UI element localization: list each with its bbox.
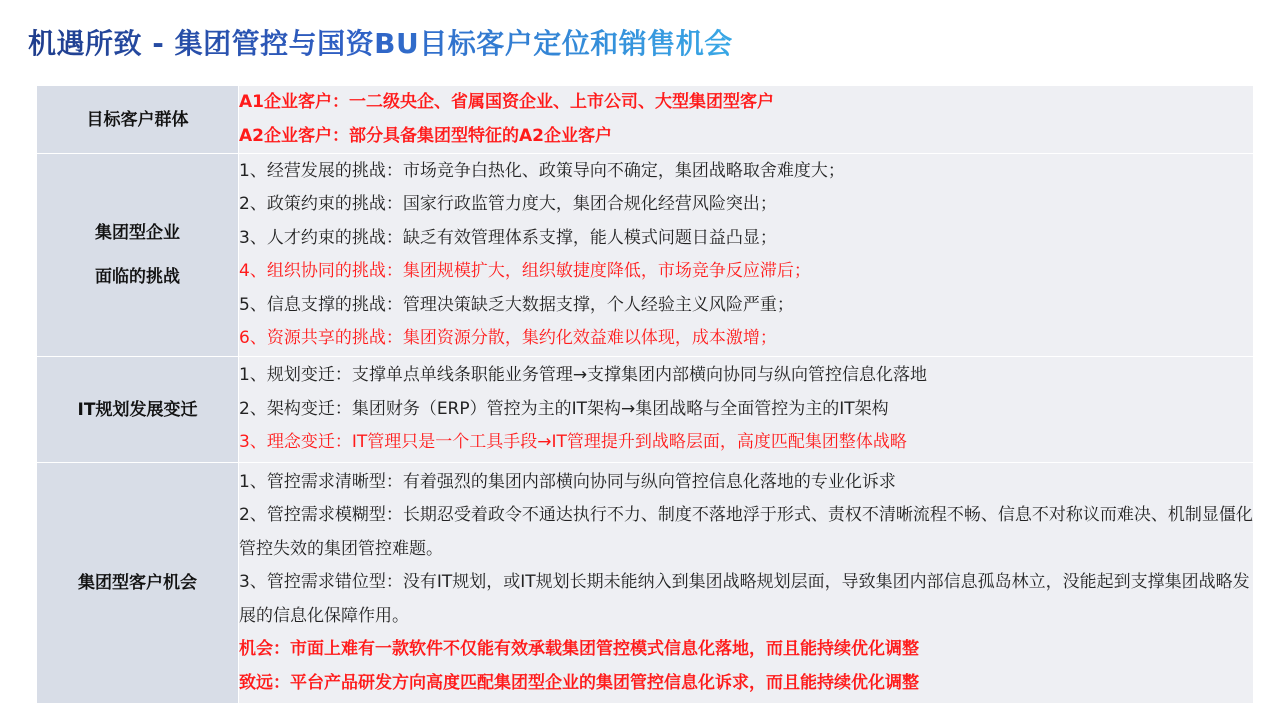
table-row-challenges xyxy=(37,154,1254,357)
row-label-opportunity: 集团型客户机会 xyxy=(37,463,239,704)
positioning-table xyxy=(36,85,1254,704)
list-item: A1企业客户：一二级央企、省属国资企业、上市公司、大型集团型客户 xyxy=(239,92,774,112)
row-label-challenges xyxy=(37,154,239,357)
list-item: 3、人才约束的挑战：缺乏有效管理体系支撑，能人模式问题日益凸显； xyxy=(239,227,777,248)
row-content-it-evolution xyxy=(239,357,1254,463)
row-content-challenges xyxy=(239,154,1254,357)
list-item: 2、管控需求模糊型：长期忍受着政令不通达执行不力、制度不落地浮于形式、责权不清晰流程不畅、信息不对称议而难决、机制显僵化管控失效的集团管控难题。 xyxy=(239,505,1253,559)
list-item: 2、架构变迁：集团财务（ERP）管控为主的IT架构→集团战略与全面管控为主的IT架构 xyxy=(239,398,889,419)
list-item: A2企业客户：部分具备集团型特征的A2企业客户 xyxy=(239,125,612,146)
list-item: 6、资源共享的挑战：集团资源分散，集约化效益难以体现，成本激增； xyxy=(239,328,777,348)
table-row-target-customers xyxy=(37,86,1254,154)
list-item: 1、规划变迁：支撑单点单线条职能业务管理→支撑集团内部横向协同与纵向管控信息化落地 xyxy=(239,365,928,386)
page-title: 机遇所致 - 集团管控与国资BU目标客户定位和销售机会 xyxy=(28,22,733,62)
list-item: 2、政策约束的挑战：国家行政监管力度大，集团合规化经营风险突出； xyxy=(239,194,777,214)
row-label-it-evolution: IT规划发展变迁 xyxy=(37,357,239,463)
row-label-line: 集团型企业 xyxy=(95,223,180,243)
table-row-it-evolution xyxy=(37,357,1254,463)
list-item: 1、管控需求清晰型：有着强烈的集团内部横向协同与纵向管控信息化落地的专业化诉求 xyxy=(239,471,896,492)
list-item: 机会：市面上难有一款软件不仅能有效承载集团管控模式信息化落地，而且能持续优化调整 xyxy=(239,639,919,660)
list-item: 3、管控需求错位型：没有IT规划，或IT规划长期未能纳入到集团战略规划层面，导致集团内部信息孤岛林立，没能起到支撑集团战略发展的信息化保障作用。 xyxy=(239,572,1250,626)
row-content-opportunity xyxy=(239,463,1254,704)
list-item: 4、组织协同的挑战：集团规模扩大，组织敏捷度降低，市场竞争反应滞后； xyxy=(239,261,811,281)
list-item: 1、经营发展的挑战：市场竞争白热化、政策导向不确定，集团战略取舍难度大； xyxy=(239,160,845,181)
row-content-target-customers xyxy=(239,86,1254,154)
list-item: 5、信息支撑的挑战：管理决策缺乏大数据支撑，个人经验主义风险严重； xyxy=(239,294,794,315)
row-label-line: 面临的挑战 xyxy=(95,267,180,287)
row-label-target-customers: 目标客户群体 xyxy=(37,86,239,154)
table-row-opportunity xyxy=(37,463,1254,704)
list-item: 3、理念变迁：IT管理只是一个工具手段→IT管理提升到战略层面，高度匹配集团整体战略 xyxy=(239,432,907,453)
list-item: 致远：平台产品研发方向高度匹配集团型企业的集团管控信息化诉求，而且能持续优化调整 xyxy=(239,672,919,693)
